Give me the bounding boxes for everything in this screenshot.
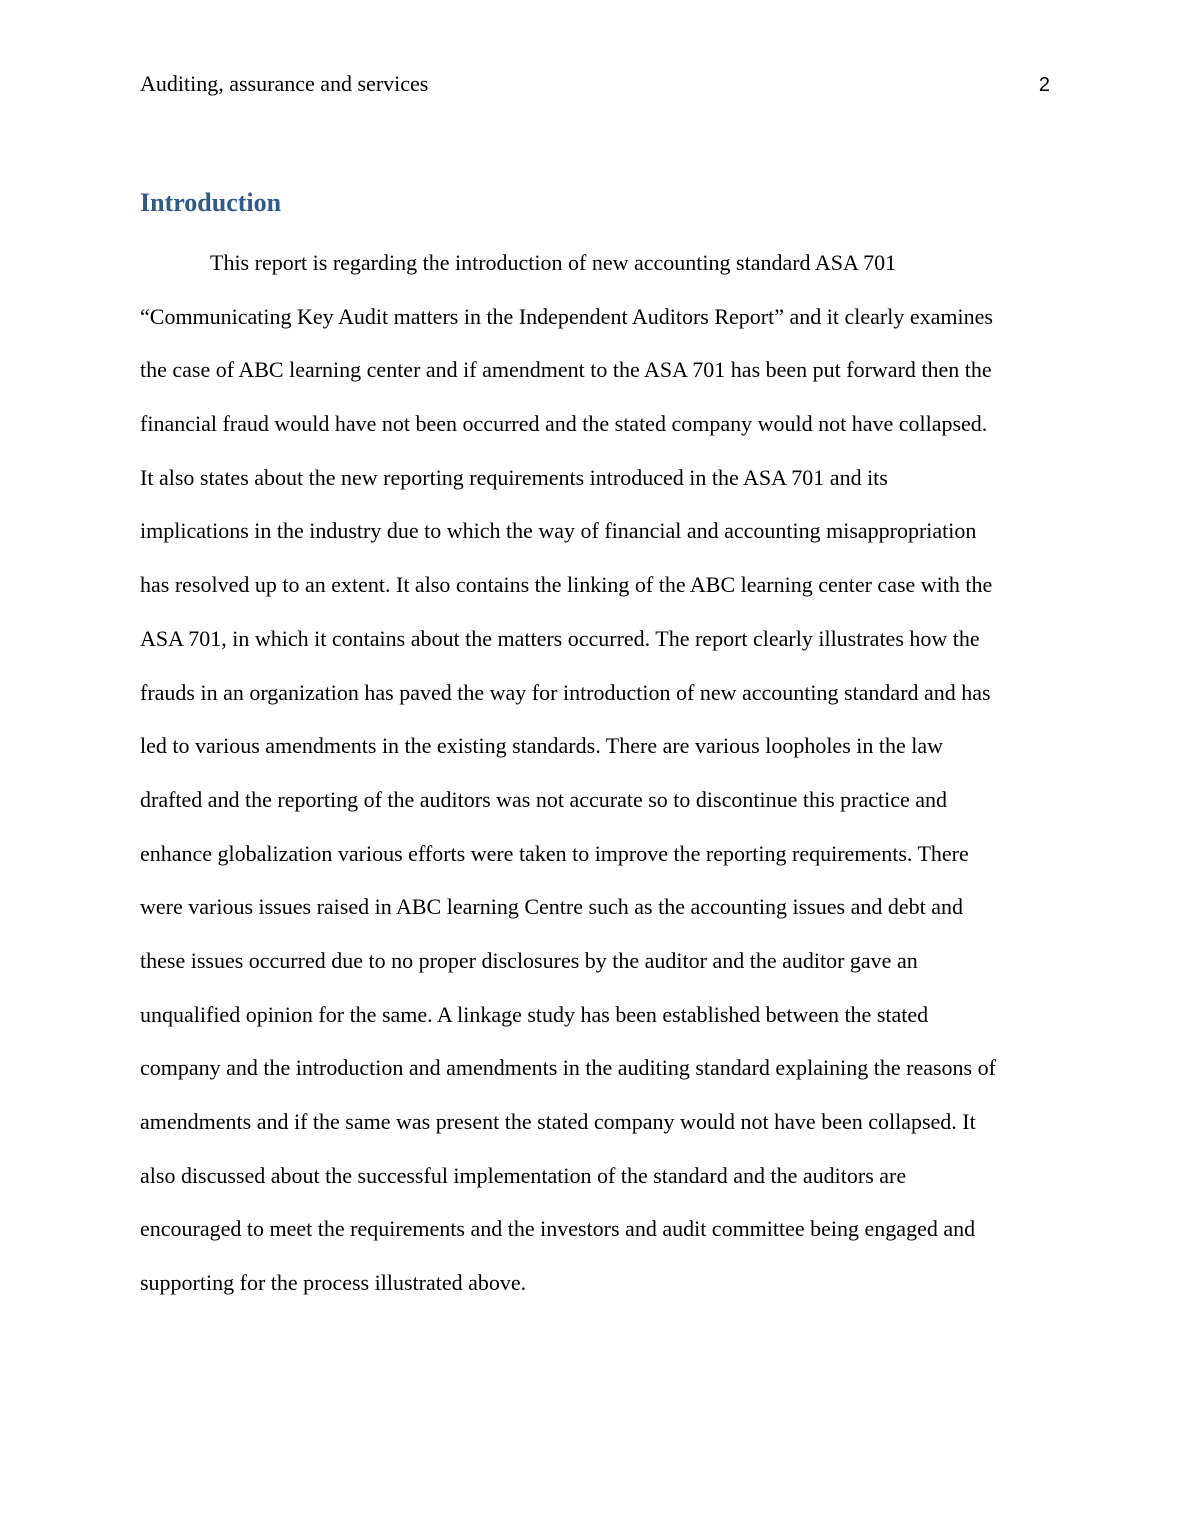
paragraph-line: were various issues raised in ABC learning Centre such as the accounting issues and debt and bbox=[140, 894, 963, 920]
paragraph-line: It also states about the new reporting requirements introduced in the ASA 701 and its bbox=[140, 464, 888, 490]
paragraph-line: unqualified opinion for the same. A linkage study has been established between the stated bbox=[140, 1001, 929, 1027]
paragraph-line: This report is regarding the introduction of new accounting standard ASA 701 bbox=[210, 250, 897, 275]
paragraph-line: frauds in an organization has paved the way for introduction of new accounting standard and has bbox=[140, 679, 991, 705]
section-heading-introduction: Introduction bbox=[140, 188, 282, 217]
paragraph-line: ASA 701, in which it contains about the matters occurred. The report clearly illustrates how the bbox=[140, 625, 980, 651]
paragraph-line: the case of ABC learning center and if amendment to the ASA 701 has been put forward then the bbox=[140, 357, 992, 383]
paragraph-line: financial fraud would have not been occurred and the stated company would not have collapsed. bbox=[140, 411, 988, 437]
paragraph-line: drafted and the reporting of the auditors was not accurate so to discontinue this practice and bbox=[140, 786, 948, 812]
paragraph-line: has resolved up to an extent. It also contains the linking of the ABC learning center case with the bbox=[140, 572, 993, 598]
paragraph-line: implications in the industry due to which the way of financial and accounting misappropriation bbox=[140, 518, 977, 544]
running-head-title: Auditing, assurance and services bbox=[140, 71, 429, 96]
page-number: 2 bbox=[1038, 74, 1050, 96]
paragraph-line: encouraged to meet the requirements and the investors and audit committee being engaged and bbox=[140, 1216, 976, 1242]
paragraph-line: “Communicating Key Audit matters in the Independent Auditors Report” and it clearly examines bbox=[140, 303, 993, 329]
paragraph-line: supporting for the process illustrated above. bbox=[140, 1270, 527, 1296]
paragraph-line: led to various amendments in the existing standards. There are various loopholes in the law bbox=[140, 733, 944, 759]
introduction-paragraph bbox=[140, 243, 1052, 1317]
paragraph-line: these issues occurred due to no proper disclosures by the auditor and the auditor gave an bbox=[140, 947, 918, 973]
paragraph-line: amendments and if the same was present the stated company would not have been collapsed. It bbox=[140, 1109, 976, 1134]
paragraph-line: company and the introduction and amendments in the auditing standard explaining the reasons of bbox=[140, 1055, 996, 1081]
paragraph-line: enhance globalization various efforts were taken to improve the reporting requirements. There bbox=[140, 840, 969, 866]
paragraph-line: also discussed about the successful implementation of the standard and the auditors are bbox=[140, 1162, 907, 1188]
